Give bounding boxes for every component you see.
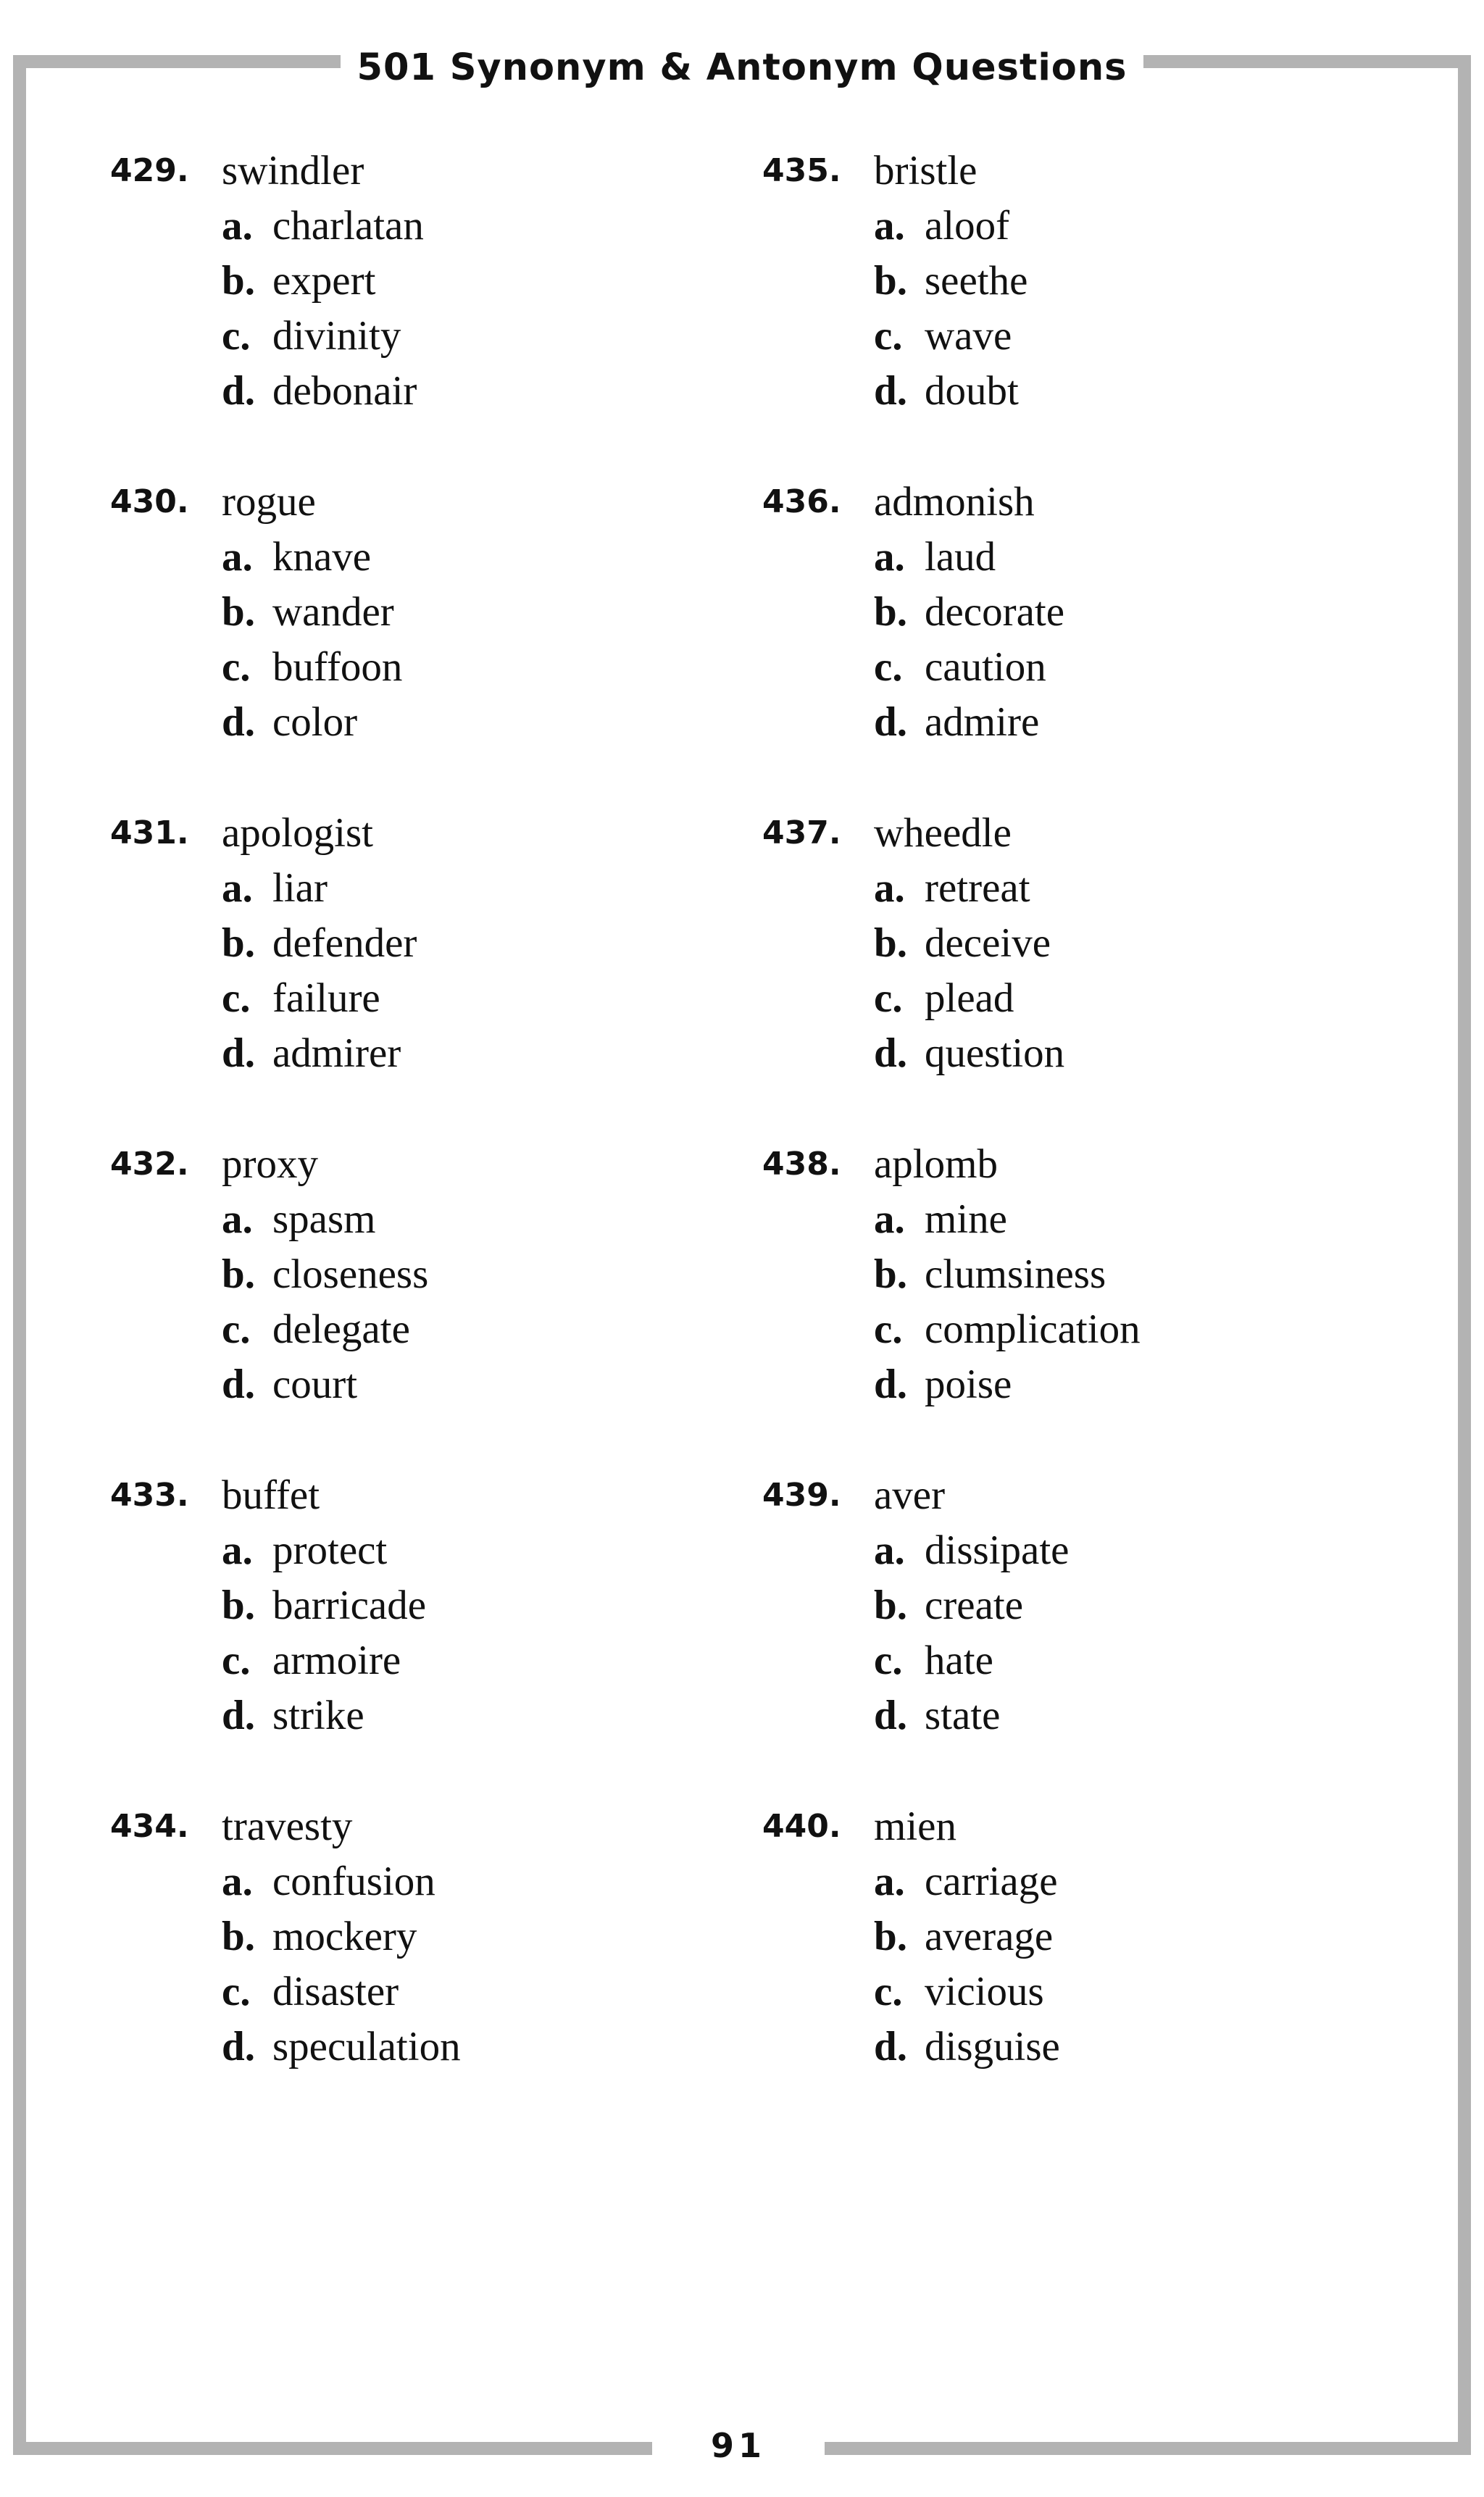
- option-text: complication: [925, 1306, 1141, 1352]
- answer-option: [874, 916, 1064, 971]
- option-letter: d.: [874, 1693, 907, 1738]
- question-word: mien: [874, 1804, 956, 1849]
- question-word: admonish: [874, 479, 1035, 525]
- answer-option: [874, 1964, 1060, 2019]
- answer-option: [874, 1854, 1060, 1909]
- option-letter: b.: [874, 920, 907, 966]
- question-word: bristle: [874, 148, 977, 193]
- option-letter: c.: [222, 1638, 251, 1683]
- answer-option: [874, 1523, 1069, 1578]
- option-letter: d.: [874, 2024, 907, 2069]
- option-text: barricade: [272, 1583, 426, 1628]
- option-text: aloof: [925, 203, 1010, 249]
- answer-option: [222, 1909, 461, 1964]
- question-number: 434.: [110, 1808, 189, 1845]
- option-text: delegate: [272, 1306, 410, 1352]
- question-word: rogue: [222, 479, 316, 525]
- option-text: question: [925, 1030, 1065, 1076]
- answer-option: [222, 1578, 426, 1633]
- option-letter: d.: [222, 1030, 255, 1076]
- option-text: disaster: [272, 1969, 399, 2014]
- question-word: aplomb: [874, 1141, 998, 1187]
- answer-options: [874, 861, 1064, 1081]
- option-letter: b.: [222, 1251, 255, 1297]
- answer-option: [222, 199, 424, 254]
- frame-bottom-left-rule: [13, 2442, 652, 2455]
- option-text: failure: [272, 975, 380, 1021]
- option-letter: a.: [222, 865, 253, 911]
- answer-option: [874, 1688, 1069, 1743]
- answer-option: [222, 1854, 461, 1909]
- answer-option: [874, 861, 1064, 916]
- option-text: mine: [925, 1196, 1007, 1242]
- answer-option: [222, 916, 417, 971]
- option-text: state: [925, 1693, 1001, 1738]
- option-letter: c.: [874, 1638, 903, 1683]
- option-text: clumsiness: [925, 1251, 1106, 1297]
- running-head: 501 Synonym & Antonym Questions: [357, 46, 1127, 89]
- question-number: 432.: [110, 1146, 189, 1183]
- answer-option: [222, 1688, 426, 1743]
- answer-option: [874, 1909, 1060, 1964]
- option-letter: c.: [874, 313, 903, 359]
- option-letter: d.: [874, 1030, 907, 1076]
- question-number: 433.: [110, 1477, 189, 1514]
- question-number: 431.: [110, 814, 189, 851]
- option-text: confusion: [272, 1859, 435, 1904]
- option-letter: b.: [874, 1583, 907, 1628]
- option-letter: d.: [222, 699, 255, 745]
- answer-option: [222, 1026, 417, 1081]
- question-item: [762, 475, 1414, 806]
- answer-options: [222, 861, 417, 1081]
- option-text: decorate: [925, 589, 1065, 635]
- answer-option: [222, 971, 417, 1026]
- question-column-right: [762, 143, 1414, 2130]
- option-letter: d.: [222, 1362, 255, 1407]
- answer-option: [874, 1192, 1141, 1247]
- option-letter: b.: [874, 258, 907, 304]
- option-letter: b.: [874, 1251, 907, 1297]
- question-word: swindler: [222, 148, 364, 193]
- option-text: spasm: [272, 1196, 376, 1242]
- answer-options: [222, 530, 402, 750]
- option-text: admire: [925, 699, 1040, 745]
- answer-option: [222, 585, 402, 640]
- question-item: [762, 1468, 1414, 1799]
- answer-option: [222, 1302, 428, 1357]
- option-text: charlatan: [272, 203, 424, 249]
- answer-options: [874, 199, 1027, 419]
- answer-options: [874, 1523, 1069, 1743]
- answer-option: [222, 1523, 426, 1578]
- question-number: 438.: [762, 1146, 841, 1183]
- option-text: strike: [272, 1693, 364, 1738]
- option-letter: c.: [222, 1306, 251, 1352]
- option-letter: c.: [874, 1969, 903, 2014]
- question-item: [110, 1468, 762, 1799]
- question-item: [762, 806, 1414, 1137]
- answer-option: [222, 1964, 461, 2019]
- option-letter: c.: [874, 644, 903, 690]
- option-letter: a.: [222, 203, 253, 249]
- question-item: [762, 143, 1414, 475]
- option-letter: c.: [222, 975, 251, 1021]
- answer-option: [222, 861, 417, 916]
- frame-top-left-rule: [13, 55, 341, 68]
- question-word: apologist: [222, 810, 373, 856]
- answer-option: [874, 1633, 1069, 1688]
- question-number: 430.: [110, 483, 189, 520]
- answer-option: [222, 309, 424, 364]
- option-text: vicious: [925, 1969, 1044, 2014]
- question-number: 429.: [110, 152, 189, 189]
- answer-option: [874, 199, 1027, 254]
- option-text: armoire: [272, 1638, 401, 1683]
- option-text: create: [925, 1583, 1024, 1628]
- option-text: closeness: [272, 1251, 429, 1297]
- option-text: dissipate: [925, 1527, 1070, 1573]
- question-item: [110, 143, 762, 475]
- answer-options: [222, 1192, 428, 1412]
- option-letter: a.: [222, 1196, 253, 1242]
- question-item: [762, 1799, 1414, 2130]
- option-letter: d.: [222, 2024, 255, 2069]
- option-text: plead: [925, 975, 1014, 1021]
- option-text: seethe: [925, 258, 1028, 304]
- question-item: [110, 475, 762, 806]
- option-text: carriage: [925, 1859, 1058, 1904]
- option-letter: b.: [222, 1583, 255, 1628]
- option-letter: b.: [874, 1914, 907, 1959]
- option-text: wave: [925, 313, 1012, 359]
- answer-option: [222, 1633, 426, 1688]
- question-number: 436.: [762, 483, 841, 520]
- option-letter: b.: [874, 589, 907, 635]
- answer-option: [874, 640, 1064, 695]
- answer-options: [874, 1192, 1141, 1412]
- question-item: [110, 1137, 762, 1468]
- frame-bottom-right-rule: [825, 2442, 1471, 2455]
- question-number: 437.: [762, 814, 841, 851]
- question-column-left: [110, 143, 762, 2130]
- answer-option: [222, 1247, 428, 1302]
- option-text: mockery: [272, 1914, 417, 1959]
- answer-option: [874, 1302, 1141, 1357]
- answer-option: [874, 971, 1064, 1026]
- option-letter: d.: [222, 1693, 255, 1738]
- answer-option: [874, 695, 1064, 750]
- answer-option: [222, 1357, 428, 1412]
- question-number: 439.: [762, 1477, 841, 1514]
- option-letter: a.: [874, 203, 905, 249]
- option-text: expert: [272, 258, 376, 304]
- answer-option: [222, 364, 424, 419]
- option-text: average: [925, 1914, 1054, 1959]
- answer-option: [874, 530, 1064, 585]
- question-item: [110, 1799, 762, 2130]
- answer-options: [222, 1854, 461, 2075]
- question-item: [762, 1137, 1414, 1468]
- question-word: aver: [874, 1472, 946, 1518]
- option-text: poise: [925, 1362, 1012, 1407]
- question-number: 440.: [762, 1808, 841, 1845]
- answer-option: [222, 640, 402, 695]
- option-text: divinity: [272, 313, 401, 359]
- option-text: color: [272, 699, 358, 745]
- answer-options: [874, 1854, 1060, 2075]
- answer-option: [874, 254, 1027, 309]
- answer-option: [874, 1247, 1141, 1302]
- option-letter: b.: [222, 920, 255, 966]
- option-text: court: [272, 1362, 358, 1407]
- option-text: knave: [272, 534, 372, 580]
- answer-option: [874, 1578, 1069, 1633]
- option-text: caution: [925, 644, 1046, 690]
- answer-option: [222, 1192, 428, 1247]
- option-letter: d.: [222, 368, 255, 414]
- question-word: proxy: [222, 1141, 318, 1187]
- option-letter: a.: [874, 1527, 905, 1573]
- frame-top-right-rule: [1143, 55, 1471, 68]
- answer-options: [222, 1523, 426, 1743]
- option-letter: d.: [874, 368, 907, 414]
- answer-options: [222, 199, 424, 419]
- option-text: defender: [272, 920, 417, 966]
- option-text: protect: [272, 1527, 388, 1573]
- answer-option: [874, 364, 1027, 419]
- answer-option: [874, 585, 1064, 640]
- answer-option: [874, 2019, 1060, 2075]
- option-text: liar: [272, 865, 328, 911]
- option-letter: c.: [874, 975, 903, 1021]
- option-text: doubt: [925, 368, 1019, 414]
- option-text: deceive: [925, 920, 1051, 966]
- option-letter: d.: [874, 699, 907, 745]
- question-word: travesty: [222, 1804, 353, 1849]
- question-number: 435.: [762, 152, 841, 189]
- option-text: laud: [925, 534, 996, 580]
- option-letter: a.: [874, 1196, 905, 1242]
- option-letter: a.: [222, 1859, 253, 1904]
- page-number: 91: [710, 2426, 766, 2465]
- option-letter: c.: [874, 1306, 903, 1352]
- option-text: hate: [925, 1638, 993, 1683]
- option-text: buffoon: [272, 644, 403, 690]
- option-text: debonair: [272, 368, 417, 414]
- question-word: buffet: [222, 1472, 320, 1518]
- option-letter: c.: [222, 644, 251, 690]
- question-item: [110, 806, 762, 1137]
- answer-option: [874, 1026, 1064, 1081]
- answer-option: [222, 695, 402, 750]
- frame-right-rule: [1458, 55, 1471, 2455]
- option-letter: a.: [222, 534, 253, 580]
- option-text: admirer: [272, 1030, 401, 1076]
- answer-option: [874, 309, 1027, 364]
- option-letter: b.: [222, 589, 255, 635]
- option-letter: b.: [222, 1914, 255, 1959]
- option-letter: a.: [874, 1859, 905, 1904]
- question-word: wheedle: [874, 810, 1012, 856]
- option-letter: c.: [222, 313, 251, 359]
- option-text: wander: [272, 589, 394, 635]
- option-letter: a.: [874, 534, 905, 580]
- option-letter: a.: [874, 865, 905, 911]
- option-letter: b.: [222, 258, 255, 304]
- option-text: disguise: [925, 2024, 1060, 2069]
- answer-option: [222, 2019, 461, 2075]
- option-letter: c.: [222, 1969, 251, 2014]
- answer-option: [874, 1357, 1141, 1412]
- option-text: speculation: [272, 2024, 461, 2069]
- answer-option: [222, 254, 424, 309]
- answer-options: [874, 530, 1064, 750]
- option-letter: a.: [222, 1527, 253, 1573]
- option-text: retreat: [925, 865, 1030, 911]
- option-letter: d.: [874, 1362, 907, 1407]
- frame-left-rule: [13, 55, 26, 2455]
- answer-option: [222, 530, 402, 585]
